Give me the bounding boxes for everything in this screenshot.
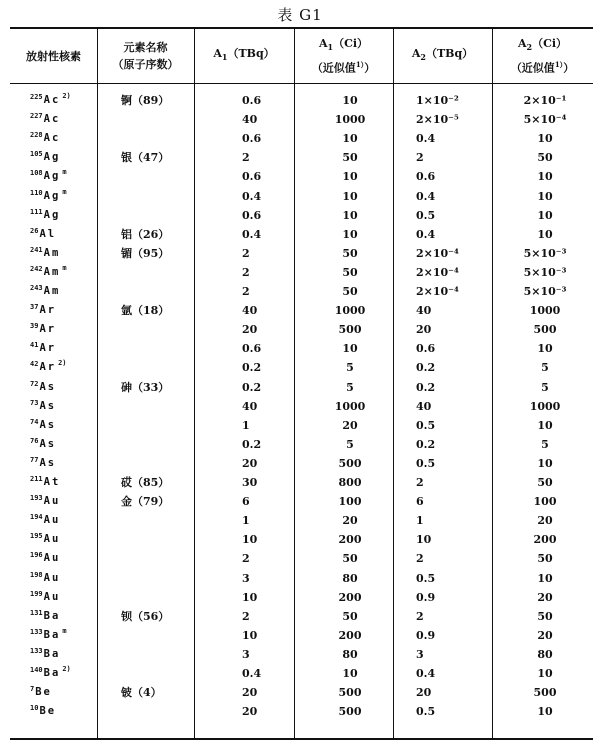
element-symbol: Ac	[43, 94, 61, 106]
table-row: $^{77}$As 20 500 0.5 10	[10, 454, 593, 473]
nuclide-suffix: m	[62, 168, 67, 177]
a2-tbq-cell: 10	[416, 533, 432, 547]
mass-number: 242	[30, 264, 43, 273]
table-row: $^{105}$Ag 银（47） 2 50 2 50	[10, 148, 593, 167]
a1-tbq-cell: 2	[242, 151, 250, 165]
header-a2-tbq	[393, 29, 492, 83]
a2-tbq-cell: 2×10⁻⁴	[416, 265, 459, 279]
nuclide-suffix: m	[62, 187, 67, 196]
nuclide-suffix: m	[62, 263, 67, 272]
element-symbol: Ag	[43, 208, 61, 221]
element-symbol: Be	[39, 705, 57, 718]
nuclide-cell	[30, 607, 62, 626]
element-symbol: Ag	[43, 189, 61, 202]
mass-number: 131	[30, 608, 43, 617]
a1-tbq-cell: 0.2	[242, 380, 262, 394]
mass-number: 198	[30, 570, 43, 579]
mass-number: 39	[30, 322, 39, 331]
header-a2-ci	[492, 29, 593, 83]
table-row: $^{225}$Ac $^{2)}$ 锕（89） 0.6 10 1×10⁻² 2×10⁻¹	[10, 91, 593, 110]
element-symbol: Au	[43, 514, 61, 527]
a1-tbq-cell: 0.6	[242, 170, 262, 184]
header-nuclide-label: 放射性核素	[26, 49, 81, 63]
nuclide-cell	[30, 282, 62, 301]
element-symbol: Ar	[39, 323, 57, 336]
a1-tbq-cell: 1	[242, 514, 250, 528]
header-a1-ci	[294, 29, 393, 83]
nuclide-cell	[30, 511, 62, 530]
header-a1-ci-note-sup: 1）	[355, 60, 365, 70]
nuclide-cell	[30, 358, 67, 377]
mass-number: 7	[30, 685, 35, 694]
mass-number: 211	[30, 475, 43, 483]
element-symbol: Be	[35, 686, 52, 699]
element-name-cell: 锕（89）	[121, 94, 170, 107]
nuclide-cell	[30, 626, 67, 645]
element-symbol: Ar	[39, 304, 57, 317]
table-row: $^{140}$Ba $^{2)}$ 0.4 10 0.4 10	[10, 664, 593, 683]
table-row: $^{111}$Ag 0.6 10 0.5 10	[10, 206, 593, 225]
a1-tbq-cell: 0.2	[242, 361, 262, 375]
nuclide-suffix: 2)	[62, 92, 71, 100]
a1-tbq-cell: 1	[242, 418, 250, 432]
header-a1-tbq-unit: （TBq）	[227, 47, 275, 61]
element-name-cell: 钡（56）	[121, 609, 170, 623]
mass-number: 110	[30, 188, 43, 197]
mass-number: 10	[30, 704, 39, 713]
mass-number: 196	[30, 551, 43, 560]
mass-number: 26	[30, 226, 39, 235]
a1-tbq-cell: 0.6	[242, 208, 262, 222]
nuclide-cell	[30, 167, 67, 186]
nuclide-cell	[30, 339, 58, 358]
a2-tbq-cell: 0.2	[416, 361, 436, 375]
table-row: $^{133}$Ba 3 80 3 80	[10, 645, 593, 664]
mass-number: 73	[30, 398, 39, 407]
element-symbol: As	[39, 399, 57, 412]
table-row: $^{198}$Au 3 80 0.5 10	[10, 569, 593, 588]
a1-tbq-cell: 10	[242, 590, 258, 604]
mass-number: 76	[30, 436, 39, 445]
nuclide-cell	[30, 148, 62, 167]
mass-number: 195	[30, 532, 43, 541]
element-symbol: Ba	[43, 647, 61, 660]
table-row: $^{194}$Au 1 20 1 20	[10, 511, 593, 530]
mass-number: 140	[30, 666, 43, 674]
header-a2-ci-symbol: A	[517, 37, 527, 51]
header-element-line2: （原子序数）	[112, 58, 179, 71]
nuclide-cell	[30, 683, 54, 702]
nuclide-cell	[30, 301, 58, 320]
nuclide-cell	[30, 454, 58, 473]
nuclide-suffix: 2)	[58, 359, 67, 368]
nuclide-suffix: 2)	[62, 665, 71, 673]
a2-tbq-cell: 0.6	[416, 342, 436, 356]
element-symbol: Ba	[43, 667, 61, 679]
a1-tbq-cell: 2	[242, 552, 250, 566]
a2-tbq-cell: 6	[416, 495, 424, 509]
a2-tbq-cell: 1×10⁻²	[416, 94, 459, 107]
a1-tbq-cell: 2	[242, 246, 250, 260]
a2-tbq-cell: 2	[416, 151, 424, 165]
element-name-cell: 砷（33）	[121, 380, 170, 394]
nuclide-cell	[30, 129, 62, 148]
table-row: $^{242}$Am $^m$ 2 50 2×10⁻⁴ 5×10⁻³	[10, 263, 593, 282]
a1-tbq-cell: 20	[242, 705, 258, 719]
element-symbol: Au	[43, 495, 61, 508]
element-name-cell: 银（47）	[121, 151, 170, 165]
element-symbol: As	[39, 418, 57, 431]
header-a1-ci-sub: 1	[327, 42, 334, 53]
element-symbol: Au	[43, 590, 61, 603]
mass-number: 227	[30, 112, 43, 121]
element-name-cell: 镅（95）	[121, 246, 170, 260]
header-a1-tbq-sub: 1	[221, 52, 228, 63]
header-a2-ci-note-sup: 1）	[554, 60, 564, 70]
a2-tbq-cell: 0.5	[416, 208, 436, 222]
a2-tbq-cell: 0.4	[416, 189, 436, 203]
table-row: $^{227}$Ac 40 1000 2×10⁻⁵ 5×10⁻⁴	[10, 110, 593, 129]
a1-tbq-cell: 0.2	[242, 437, 262, 451]
element-symbol: Ac	[43, 132, 61, 145]
mass-number: 243	[30, 284, 43, 292]
header-a2-ci-unit: （Ci）	[532, 37, 568, 51]
a2-tbq-cell: 1	[416, 514, 424, 528]
mass-number: 199	[30, 589, 43, 598]
mass-number: 241	[30, 245, 43, 254]
table-row: $^{228}$Ac 0.6 10 0.4 10	[10, 129, 593, 148]
a2-tbq-cell: 0.5	[416, 456, 436, 470]
element-symbol: Ar	[39, 342, 57, 355]
element-symbol: Ba	[43, 628, 61, 641]
element-symbol: Au	[43, 552, 61, 565]
nuclide-cell	[30, 549, 62, 568]
header-a2-ci-note-end: ）	[563, 61, 575, 75]
a1-tbq-cell: 40	[242, 304, 258, 318]
table-row: $^{72}$As 砷（33） 0.2 5 0.2 5	[10, 378, 593, 397]
nuclide-cell	[30, 91, 71, 110]
table-row: $^{76}$As 0.2 5 0.2 5	[10, 435, 593, 454]
element-symbol: Am	[43, 265, 61, 278]
table-row: $^{26}$Al 铝（26） 0.4 10 0.4 10	[10, 225, 593, 244]
a2-tbq-cell: 0.4	[416, 132, 436, 146]
table-row: $^{133}$Ba $^m$ 10 200 0.9 20	[10, 626, 593, 645]
header-a1-ci-note: （近似值	[311, 61, 356, 75]
a1-tbq-cell: 2	[242, 609, 250, 623]
table-row: $^{131}$Ba 钡（56） 2 50 2 50	[10, 607, 593, 626]
element-symbol: Ar	[39, 361, 57, 374]
header-a2-ci-note: （近似值	[510, 61, 555, 75]
a2-tbq-cell: 20	[416, 686, 432, 700]
nuclide-cell	[30, 664, 71, 683]
a1-tbq-cell: 2	[242, 265, 250, 279]
header-nuclide	[10, 29, 97, 83]
element-symbol: Au	[43, 571, 61, 584]
table-row: $^{110}$Ag $^m$ 0.4 10 0.4 10	[10, 187, 593, 206]
element-symbol: Ag	[43, 151, 61, 164]
nuclide-cell	[30, 435, 58, 454]
nuclide-cell	[30, 569, 62, 588]
a2-tbq-cell: 0.5	[416, 418, 436, 432]
a1-tbq-cell: 6	[242, 495, 250, 509]
element-symbol: At	[43, 476, 61, 488]
table-row: $^{10}$Be 20 500 0.5 10	[10, 702, 593, 721]
element-symbol: As	[39, 456, 57, 469]
element-name-cell: 砹（85）	[121, 476, 170, 489]
a2-tbq-cell: 2	[416, 552, 424, 566]
nuclide-cell	[30, 263, 67, 282]
header-element-line1: 元素名称	[123, 41, 168, 54]
a1-tbq-cell: 3	[242, 571, 250, 585]
element-symbol: As	[39, 437, 57, 450]
mass-number: 77	[30, 455, 39, 464]
element-symbol: Au	[43, 533, 61, 546]
element-symbol: Am	[43, 246, 61, 259]
header-a2-ci-sub: 2	[526, 42, 533, 53]
a1-tbq-cell: 20	[242, 456, 258, 470]
element-symbol: Ac	[43, 113, 61, 126]
mass-number: 228	[30, 131, 43, 140]
a2-tbq-cell: 0.2	[416, 437, 436, 451]
a2-tbq-cell: 40	[416, 304, 432, 318]
a1-tbq-cell: 10	[242, 533, 258, 547]
a1-tbq-cell: 40	[242, 113, 258, 127]
nuclide-cell	[30, 320, 58, 339]
nuclide-cell	[30, 378, 58, 397]
a1-tbq-cell: 20	[242, 686, 258, 700]
table-row: $^{42}$Ar $^{2)}$ 0.2 5 0.2 5	[10, 358, 593, 377]
a2-tbq-cell: 2	[416, 476, 424, 489]
element-name-cell: 氩（18）	[121, 304, 170, 318]
element-symbol: Am	[43, 285, 61, 297]
mass-number: 193	[30, 494, 43, 503]
nuclide-cell	[30, 206, 62, 225]
nuclide-cell	[30, 397, 58, 416]
table-row: $^{195}$Au 10 200 10 200	[10, 530, 593, 549]
element-symbol: As	[39, 380, 57, 393]
header-a1-tbq-symbol: A	[213, 47, 222, 61]
element-name-cell: 铍（4）	[121, 686, 162, 700]
a2-tbq-cell: 0.9	[416, 590, 436, 604]
nuclide-cell	[30, 645, 62, 664]
nuclide-cell	[30, 244, 62, 263]
a1-tbq-cell: 30	[242, 476, 258, 489]
mass-number: 133	[30, 646, 43, 655]
nuclide-cell	[30, 225, 58, 244]
a2-tbq-cell: 20	[416, 323, 432, 337]
nuclide-cell	[30, 588, 62, 607]
a1-tbq-cell: 0.6	[242, 132, 262, 146]
nuclide-cell	[30, 702, 58, 721]
element-name-cell: 金（79）	[121, 495, 170, 509]
table-row: $^7$Be 铍（4） 20 500 20 500	[10, 683, 593, 702]
header-a2-tbq-unit: （TBq）	[425, 47, 474, 61]
a1-tbq-cell: 20	[242, 323, 258, 337]
header-a1-ci-note-end: ）	[364, 61, 376, 75]
header-a1-tbq	[194, 29, 294, 83]
a2-tbq-cell: 0.6	[416, 170, 436, 184]
mass-number: 72	[30, 379, 39, 388]
header-a2-tbq-sub: 2	[420, 52, 426, 63]
a1-tbq-cell: 0.4	[242, 227, 262, 241]
header-a1-ci-symbol: A	[318, 37, 328, 51]
nuclide-cell	[30, 416, 58, 435]
table-row: $^{39}$Ar 20 500 20 500	[10, 320, 593, 339]
mass-number: 105	[30, 150, 43, 159]
header-a2-tbq-symbol: A	[411, 47, 421, 61]
element-symbol: Al	[39, 227, 57, 240]
table-row: $^{41}$Ar 0.6 10 0.6 10	[10, 339, 593, 358]
bottom-rule	[10, 738, 593, 740]
a1-tbq-cell: 0.4	[242, 667, 262, 680]
table-row: $^{74}$As 1 20 0.5 10	[10, 416, 593, 435]
a2-tbq-cell: 0.2	[416, 380, 436, 394]
table-row: $^{108}$Ag $^m$ 0.6 10 0.6 10	[10, 167, 593, 186]
table-row: $^{193}$Au 金（79） 6 100 6 100	[10, 492, 593, 511]
nuclide-cell	[30, 530, 62, 549]
element-symbol: Ba	[43, 609, 61, 622]
a2-tbq-cell: 2×10⁻⁴	[416, 246, 459, 260]
a2-tbq-cell: 2×10⁻⁵	[416, 113, 459, 127]
mass-number: 74	[30, 417, 39, 426]
mass-number: 194	[30, 513, 43, 522]
a1-tbq-cell: 40	[242, 399, 258, 413]
table-row: $^{241}$Am 镅（95） 2 50 2×10⁻⁴ 5×10⁻³	[10, 244, 593, 263]
table-row: $^{243}$Am 2 50 2×10⁻⁴ 5×10⁻³	[10, 282, 593, 301]
mass-number: 225	[30, 93, 43, 101]
mass-number: 111	[30, 207, 43, 216]
a2-tbq-cell: 2×10⁻⁴	[416, 285, 459, 298]
nuclide-cell	[30, 473, 62, 492]
a2-tbq-cell: 0.4	[416, 227, 436, 241]
a2-tbq-cell: 3	[416, 647, 424, 661]
nuclide-cell	[30, 492, 62, 511]
a2-tbq-cell: 40	[416, 399, 432, 413]
a2-tbq-cell: 0.4	[416, 667, 436, 680]
table-row: $^{196}$Au 2 50 2 50	[10, 549, 593, 568]
a1-tbq-cell: 10	[242, 628, 258, 642]
a1-tbq-cell: 2	[242, 285, 250, 298]
a1-tbq-cell: 3	[242, 647, 250, 661]
element-name-cell: 铝（26）	[121, 227, 170, 241]
header-a1-ci-unit: （Ci）	[333, 37, 369, 51]
a2-tbq-cell: 2	[416, 609, 424, 623]
mass-number: 108	[30, 169, 43, 178]
nuclide-suffix: m	[62, 626, 67, 635]
nuclide-cell	[30, 110, 62, 129]
mass-number: 41	[30, 341, 39, 350]
a2-tbq-cell: 0.5	[416, 705, 436, 719]
mass-number: 37	[30, 303, 39, 312]
a2-tbq-cell: 0.9	[416, 628, 436, 642]
header-element	[97, 29, 194, 83]
table-row: $^{199}$Au 10 200 0.9 20	[10, 588, 593, 607]
mass-number: 42	[30, 360, 39, 369]
a2-tbq-cell: 0.5	[416, 571, 436, 585]
nuclide-cell	[30, 187, 67, 206]
table-row: $^{37}$Ar 氩（18） 40 1000 40 1000	[10, 301, 593, 320]
mass-number: 133	[30, 627, 43, 636]
table-row: $^{73}$As 40 1000 40 1000	[10, 397, 593, 416]
a1-tbq-cell: 0.6	[242, 342, 262, 356]
table-title: 表 G1	[277, 6, 323, 24]
a1-tbq-cell: 0.4	[242, 189, 262, 203]
element-symbol: Ag	[43, 170, 61, 183]
a1-tbq-cell: 0.6	[242, 94, 262, 107]
table-row: $^{211}$At 砹（85） 30 800 2 50	[10, 473, 593, 492]
